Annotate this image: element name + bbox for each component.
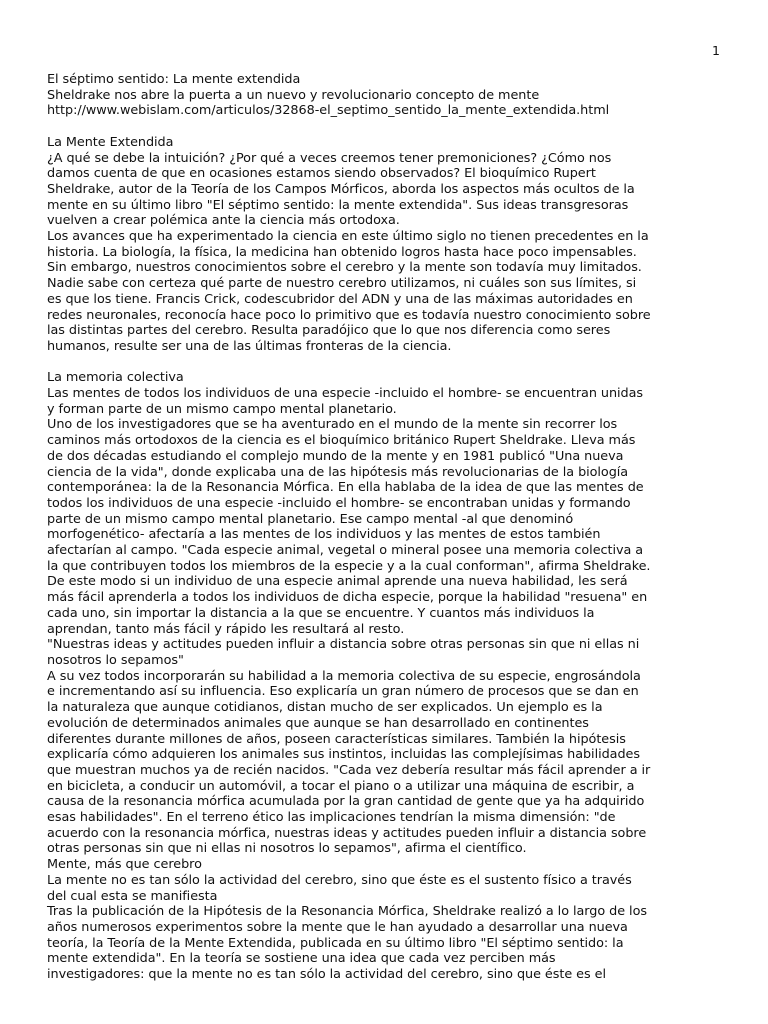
text-line: Los avances que ha experimentado la ciencia en este último siglo no tienen precedentes en la (47, 229, 649, 245)
text-line: parte de un mismo campo mental planetario. Ese campo mental -al que denominó (47, 511, 574, 527)
text-line: ciencia de la vida", donde explicaba una de las hipótesis más revolucionarias de la biología (47, 464, 629, 480)
text-line: De este modo si un individuo de una especie animal aprende una nueva habilidad, les será (47, 574, 628, 590)
text-line: del cual esta se manifiesta (47, 888, 218, 904)
text-line: de dos décadas estudiando el complejo mundo de la mente y en 1981 publicó "Una nueva (47, 448, 624, 464)
text-line: mente en su último libro "El séptimo sentido: la mente extendida". Sus ideas transgresoras (47, 197, 629, 213)
text-line: explicaría cómo adquieren los animales sus instintos, incluidas las complejísimas habilidades (47, 747, 640, 763)
text-line: caminos más ortodoxos de la ciencia es el bioquímico británico Rupert Sheldrake. Lleva más (47, 433, 636, 449)
text-line: A su vez todos incorporarán su habilidad a la memoria colectiva de su especie, engrosándola (47, 668, 641, 684)
text-line: que muestran muchos ya de recién nacidos. "Cada vez debería resultar más fácil aprender a ir (47, 762, 651, 778)
text-line: nosotros lo sepamos" (47, 652, 184, 668)
text-line: diferentes durante millones de años, poseen características similares. También la hipótesis (47, 731, 626, 747)
page-number: 1 (712, 43, 720, 58)
text-line: historia. La biología, la física, la medicina han obtenido logros hasta hace poco impensables. (47, 244, 637, 260)
text-line: Sin embargo, nuestros conocimientos sobre el cerebro y la mente son todavía muy limitados. (47, 260, 642, 276)
text-line: vuelven a crear polémica ante la ciencia más ortodoxa. (47, 213, 400, 229)
text-line: las distintas partes del cerebro. Resulta paradójico que lo que nos diferencia como seres (47, 323, 611, 339)
text-line: investigadores: que la mente no es tan sólo la actividad del cerebro, sino que éste es el (47, 967, 606, 983)
document-body (47, 72, 737, 983)
text-line: contemporánea: la de la Resonancia Mórfica. En ella hablaba de la idea de que las mentes de (47, 480, 644, 496)
text-line: la naturaleza que aunque cotidianos, distan mucho de ser explicados. Un ejemplo es la (47, 700, 603, 716)
text-line: afectarían al campo. "Cada especie animal, vegetal o mineral posee una memoria colectiva a (47, 543, 644, 559)
text-line: La memoria colectiva (47, 370, 184, 386)
text-line: otras personas sin que ni ellas ni nosotros lo sepamos", afirma el científico. (47, 841, 527, 857)
paragraph (47, 135, 737, 355)
text-line: Sheldrake nos abre la puerta a un nuevo y revolucionario concepto de mente (47, 87, 540, 103)
text-line: mente extendida". En la teoría se sostiene una idea que cada vez perciben más (47, 951, 556, 967)
text-line: causa de la resonancia mórfica acumulada por la gran cantidad de gente que ya ha adquirido (47, 794, 645, 810)
text-line: Las mentes de todos los individuos de una especie -incluido el hombre- se encuentran unidas (47, 386, 644, 402)
text-line: "Nuestras ideas y actitudes pueden influir a distancia sobre otras personas sin que ni ellas ni (47, 637, 640, 653)
text-line: la que contribuyen todos los miembros de la especie y a la cual conforman", afirma Sheldrake. (47, 558, 651, 574)
text-line: acuerdo con la resonancia mórfica, nuestras ideas y actitudes pueden influir a distancia sobre (47, 825, 647, 841)
text-line: ¿A qué se debe la intuición? ¿Por qué a veces creemos tener premoniciones? ¿Cómo nos (47, 150, 612, 166)
text-line: Mente, más que cerebro (47, 857, 202, 873)
text-line: La Mente Extendida (47, 134, 174, 150)
paragraph-gap (47, 119, 737, 135)
text-line: cada uno, sin importar la distancia a la que se encuentre. Y cuantos más individuos la (47, 605, 595, 621)
text-line: es que los tiene. Francis Crick, codescubridor del ADN y una de las máximas autoridades en (47, 291, 633, 307)
text-line: Tras la publicación de la Hipótesis de la Resonancia Mórfica, Sheldrake realizó a lo largo de los (47, 904, 647, 920)
text-line: El séptimo sentido: La mente extendida (47, 72, 301, 87)
paragraph-gap (47, 355, 737, 371)
text-line: Uno de los investigadores que se ha aventurado en el mundo de la mente sin recorrer los (47, 417, 618, 433)
text-line: morfogenético- afectaría a las mentes de los individuos y las mentes de estos también (47, 527, 601, 543)
text-line: en bicicleta, a conducir un automóvil, a tocar el piano o a utilizar una máquina de escribir, a (47, 778, 635, 794)
text-line: esas habilidades". En el terreno ético las implicaciones tendrían la misma dimensión: "de (47, 810, 616, 826)
text-line: damos cuenta de que en ocasiones estamos siendo observados? El bioquímico Rupert (47, 166, 596, 182)
text-line: e incrementando así su influencia. Eso explicaría un gran número de procesos que se dan en (47, 684, 639, 700)
paragraph (47, 72, 737, 119)
paragraph (47, 370, 737, 982)
text-line: http://www.webislam.com/articulos/32868-el_septimo_sentido_la_mente_extendida.html (47, 103, 610, 119)
text-line: teoría, la Teoría de la Mente Extendida, publicada en su último libro "El séptimo sentido: la (47, 935, 624, 951)
text-line: Sheldrake, autor de la Teoría de los Campos Mórficos, aborda los aspectos más ocultos de la (47, 181, 635, 197)
text-line: y forman parte de un mismo campo mental planetario. (47, 401, 397, 417)
text-line: todos los individuos de una especie -incluido el hombre- se encontraban unidas y formando (47, 495, 631, 511)
text-line: redes neuronales, reconocía hace poco lo primitivo que es todavía nuestro conocimiento sobre (47, 307, 651, 323)
text-line: años numerosos experimentos sobre la mente que le han ayudado a desarrollar una nueva (47, 919, 628, 935)
text-line: más fácil aprenderla a todos los individuos de dicha especie, porque la habilidad "resuena" en (47, 590, 648, 606)
text-line: La mente no es tan sólo la actividad del cerebro, sino que éste es el sustento físico a través (47, 872, 632, 888)
text-line: Nadie sabe con certeza qué parte de nuestro cerebro utilizamos, ni cuáles son sus límites, si (47, 276, 637, 292)
text-line: evolución de determinados animales que aunque se han desarrollado en continentes (47, 715, 589, 731)
text-line: aprendan, tanto más fácil y rápido les resultará al resto. (47, 621, 405, 637)
text-line: humanos, resulte ser una de las últimas fronteras de la ciencia. (47, 338, 452, 354)
